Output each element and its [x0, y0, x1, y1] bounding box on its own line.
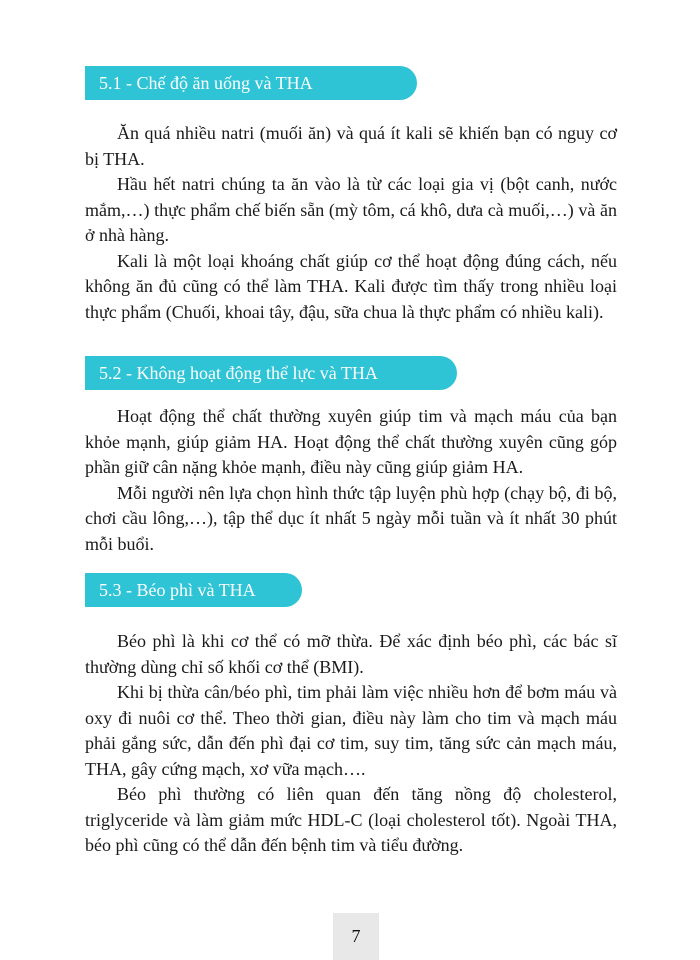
paragraph: Ăn quá nhiều natri (muối ăn) và quá ít kali sẽ khiến bạn có nguy cơ bị THA.: [85, 123, 617, 169]
paragraph: Béo phì thường có liên quan đến tăng nồng độ cholesterol, triglyceride và làm giảm mức HDL-C (loại cholesterol tốt). Ngoài THA, béo phì cũng có thể dẫn đến bệnh tim và tiểu đường.: [85, 784, 617, 855]
paragraph: Kali là một loại khoáng chất giúp cơ thể hoạt động đúng cách, nếu không ăn đủ cũng có thể làm THA. Kali được tìm thấy trong nhiều loại thực phẩm (Chuối, khoai tây, đậu, sữa chua là thực phẩm có nhiều kali).: [85, 250, 617, 322]
section-body-5-3: [85, 629, 617, 859]
page-number: 7: [333, 913, 379, 960]
paragraph: Khi bị thừa cân/béo phì, tim phải làm việc nhiều hơn để bơm máu và oxy đi nuôi cơ thể. Theo thời gian, điều này làm cho tim và mạch máu phải gắng sức, dẫn đến phì đại cơ tim, suy tim, tăng sức cản mạch máu, THA, gây cứng mạch, xơ vữa mạch….: [85, 682, 617, 779]
section-heading-5-3: 5.3 - Béo phì và THA: [85, 573, 302, 607]
section-heading-5-1: 5.1 - Chế độ ăn uống và THA: [85, 66, 417, 100]
paragraph: Mỗi người nên lựa chọn hình thức tập luyện phù hợp (chạy bộ, đi bộ, chơi cầu lông,…), tập thể dục ít nhất 5 ngày mỗi tuần và ít nhất 30 phút mỗi buổi.: [85, 482, 617, 554]
paragraph: Hoạt động thể chất thường xuyên giúp tim và mạch máu của bạn khỏe mạnh, giúp giảm HA. Hoạt động thể chất thường xuyên cũng góp phần giữ cân nặng khỏe mạnh, điều này cũng giúp giảm HA.: [85, 406, 617, 477]
section-body-5-1: [85, 121, 617, 325]
paragraph: Béo phì là khi cơ thể có mỡ thừa. Để xác định béo phì, các bác sĩ thường dùng chỉ số khối cơ thể (BMI).: [85, 631, 617, 677]
paragraph: Hầu hết natri chúng ta ăn vào là từ các loại gia vị (bột canh, nước mắm,…) thực phẩm chế biến sẵn (mỳ tôm, cá khô, dưa cà muối,…) và ăn ở nhà hàng.: [85, 174, 617, 245]
section-heading-5-2: 5.2 - Không hoạt động thể lực và THA: [85, 356, 457, 390]
section-body-5-2: [85, 404, 617, 557]
